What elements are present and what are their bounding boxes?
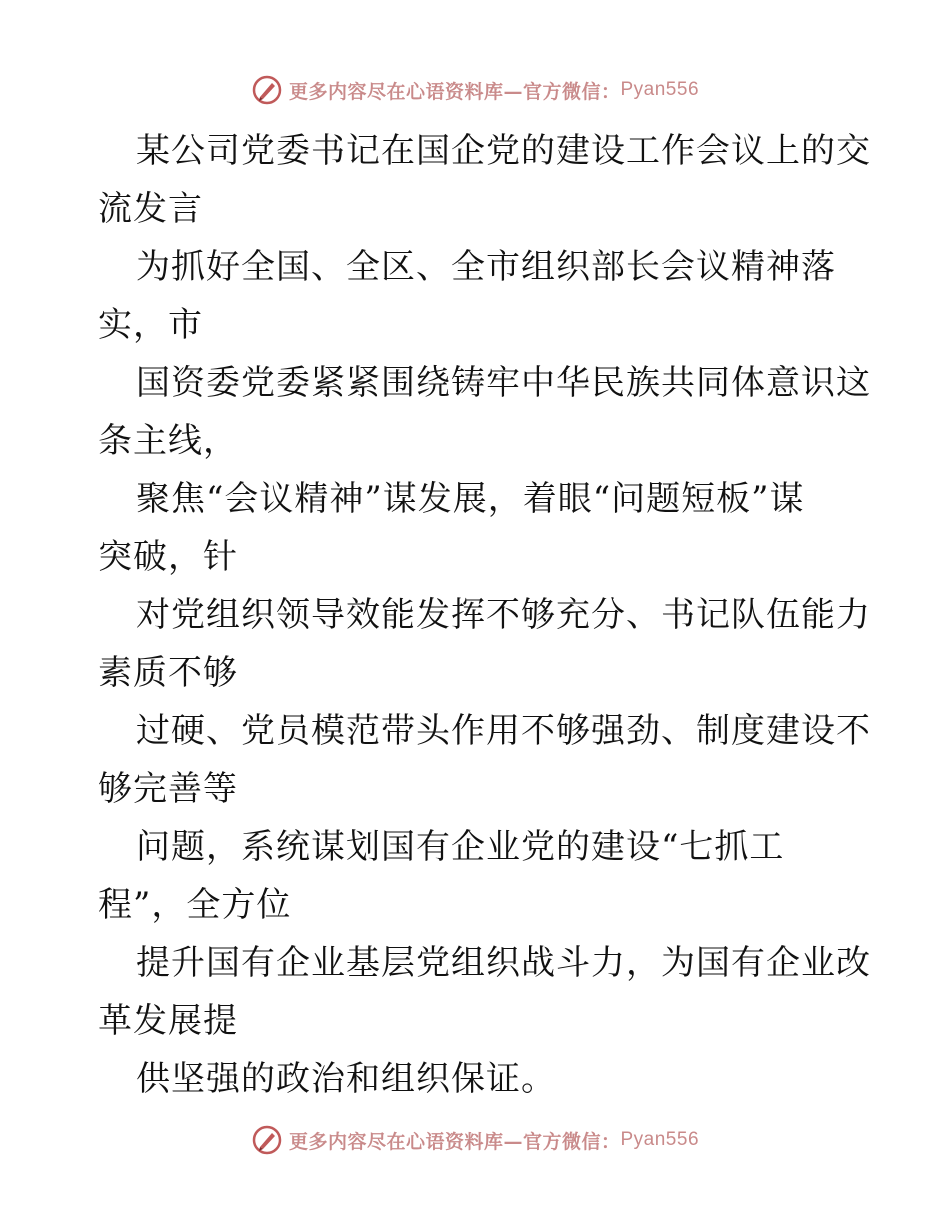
watermark-wechat-id: Pyan556 [620, 79, 700, 100]
text-line: 过硬、党员模范带头作用不够强劲、制度建设不 [136, 711, 871, 751]
watermark-text: 更多内容尽在心语资料库—官方微信： [288, 1130, 621, 1153]
text-line: 够完善等 [98, 769, 238, 809]
watermark-text: 更多内容尽在心语资料库—官方微信： [288, 80, 621, 103]
text-line: 素质不够 [98, 653, 238, 693]
document-body [98, 122, 871, 1108]
text-line: 流发言 [98, 189, 203, 229]
text-line: 提升国有企业基层党组织战斗力，为国有企业改 [136, 943, 871, 983]
text-line: 某公司党委书记在国企党的建设工作会议上的交 [136, 131, 871, 171]
text-line: 聚焦“会议精神”谋发展，着眼“问题短板”谋 [136, 479, 805, 519]
text-line: 国资委党委紧紧围绕铸牢中华民族共同体意识这 [136, 363, 871, 403]
text-line: 问题，系统谋划国有企业党的建设“七抓工 [136, 827, 785, 867]
text-line: 供坚强的政治和组织保证。 [136, 1059, 556, 1099]
pen-circle-logo-icon [251, 1124, 283, 1156]
footer-watermark [0, 1120, 950, 1160]
text-line: 为抓好全国、全区、全市组织部长会议精神落 [136, 247, 836, 287]
pen-circle-logo-icon [251, 74, 283, 106]
text-line: 突破，针 [98, 537, 238, 577]
text-line: 程”，全方位 [98, 885, 292, 925]
text-line: 对党组织领导效能发挥不够充分、书记队伍能力 [136, 595, 871, 635]
watermark-wechat-id: Pyan556 [620, 1129, 700, 1150]
header-watermark [0, 70, 950, 110]
text-line: 实，市 [98, 305, 203, 345]
text-line: 条主线， [98, 421, 238, 461]
text-line: 革发展提 [98, 1001, 238, 1041]
